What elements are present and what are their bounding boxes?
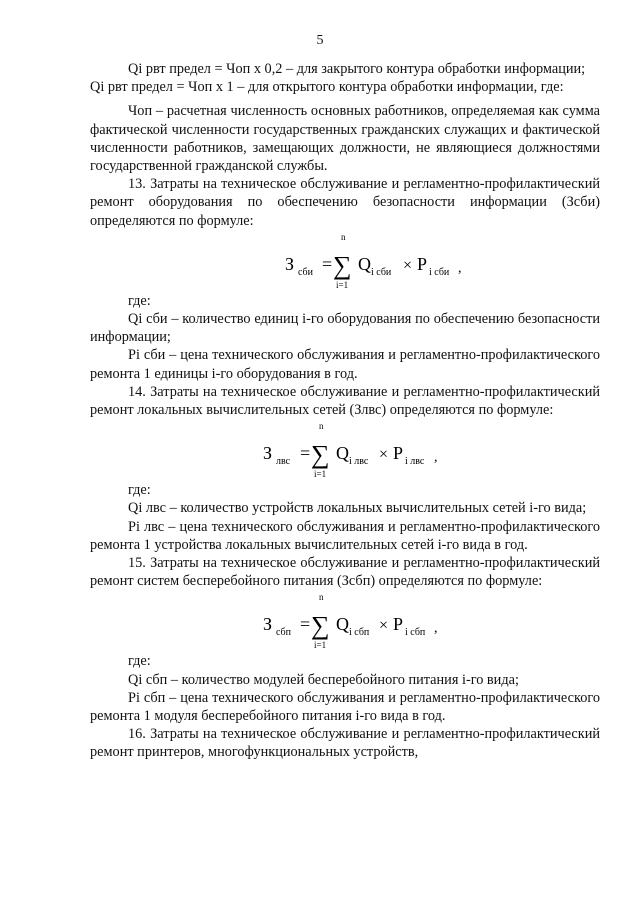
- times-sign: ×: [403, 256, 413, 274]
- where-label: где:: [128, 653, 151, 670]
- where-label: где:: [128, 292, 151, 309]
- equals-sign: =: [300, 443, 311, 464]
- sum-upper-limit: n: [319, 592, 324, 603]
- formula-comma: ,: [434, 621, 438, 637]
- paragraph-14: 14. Затраты на техническое обслуживание и регламентно-профилактический ремонт локальных вычислительных сетей (Злвс) определяются по формуле:: [90, 383, 600, 419]
- paragraph-chop-definition: Чоп – расчетная численность основных работников, определяемая как сумма фактической численности государственных гражданских служащих и фактической численности работников, замещающих должности, не являющиеся должностями государственной гражданской службы.: [90, 103, 600, 175]
- formula-14: [90, 419, 600, 481]
- formula-q: Q: [336, 443, 349, 464]
- sum-upper-limit: n: [341, 231, 346, 242]
- sum-icon: ∑: [333, 250, 352, 280]
- formula-15-svg: [90, 590, 600, 652]
- sum-lower-limit: i=1: [314, 469, 327, 480]
- formula-lhs: З: [263, 443, 273, 464]
- equals-sign: =: [300, 614, 311, 635]
- paragraph-qi-open: Qi рвт предел = Чоп х 1 – для открытого контура обработки информации, где:: [90, 79, 564, 96]
- formula-p: P: [393, 443, 404, 464]
- page-number: 5: [316, 33, 324, 48]
- formula-q: Q: [358, 253, 371, 274]
- formula-13-svg: [90, 230, 600, 292]
- sum-icon: ∑: [311, 611, 330, 641]
- definition-p-sbp: Pi сбп – цена технического обслуживания и регламентно-профилактического ремонта 1 модуля бесперебойного питания i-го вида в год.: [90, 689, 600, 725]
- formula-lhs: З: [285, 253, 295, 274]
- sum-lower-limit: i=1: [336, 279, 349, 290]
- formula-13: [90, 230, 600, 292]
- formula-comma: ,: [434, 450, 438, 466]
- formula-p-sub: i лвс: [405, 456, 425, 468]
- times-sign: ×: [379, 446, 389, 464]
- definition-q-sbp: Qi сбп – количество модулей бесперебойного питания i-го вида;: [128, 671, 519, 688]
- formula-p-sub: i сби: [429, 266, 450, 278]
- paragraph-13: 13. Затраты на техническое обслуживание и регламентно-профилактический ремонт оборудования по обеспечению безопасности информации (Зсби) определяются по формуле:: [90, 176, 600, 229]
- formula-14-svg: [90, 419, 600, 481]
- definition-q-lvs: Qi лвс – количество устройств локальных вычислительных сетей i-го вида;: [128, 500, 587, 517]
- definition-q-sbi: Qi сби – количество единиц i-го оборудования по обеспечению безопасности информации;: [90, 311, 600, 346]
- where-label: где:: [128, 482, 151, 499]
- times-sign: ×: [379, 617, 389, 635]
- sum-icon: ∑: [311, 440, 330, 470]
- definition-p-lvs: Pi лвс – цена технического обслуживания и регламентно-профилактического ремонта 1 устройства локальных вычислительных сетей i-го вида в год.: [90, 518, 600, 553]
- paragraph-16: 16. Затраты на техническое обслуживание и регламентно-профилактический ремонт принтеров, многофункциональных устройств,: [90, 726, 600, 761]
- formula-lhs-sub: сби: [298, 266, 313, 278]
- formula-p-sub: i сбп: [405, 627, 426, 639]
- sum-lower-limit: i=1: [314, 640, 327, 651]
- definition-p-sbi: Pi сби – цена технического обслуживания и регламентно-профилактического ремонта 1 единицы i-го оборудования в год.: [90, 347, 600, 382]
- document-body: [90, 60, 600, 762]
- equals-sign: =: [322, 253, 333, 274]
- paragraph-qi-closed: Qi рвт предел = Чоп х 0,2 – для закрытого контура обработки информации;: [128, 61, 586, 77]
- formula-q-sub: i сбп: [349, 627, 370, 639]
- formula-lhs: З: [263, 614, 273, 635]
- sum-upper-limit: n: [319, 421, 324, 432]
- paragraph-15: 15. Затраты на техническое обслуживание и регламентно-профилактический ремонт систем бесперебойного питания (Зсбп) определяются по формуле:: [90, 555, 600, 590]
- formula-comma: ,: [458, 260, 462, 276]
- formula-lhs-sub: лвс: [276, 456, 291, 468]
- formula-15: [90, 590, 600, 652]
- formula-p: P: [417, 253, 428, 274]
- formula-q-sub: i лвс: [349, 456, 369, 468]
- formula-lhs-sub: сбп: [276, 627, 291, 639]
- formula-p: P: [393, 614, 404, 635]
- formula-q: Q: [336, 614, 349, 635]
- formula-q-sub: i сби: [371, 266, 392, 278]
